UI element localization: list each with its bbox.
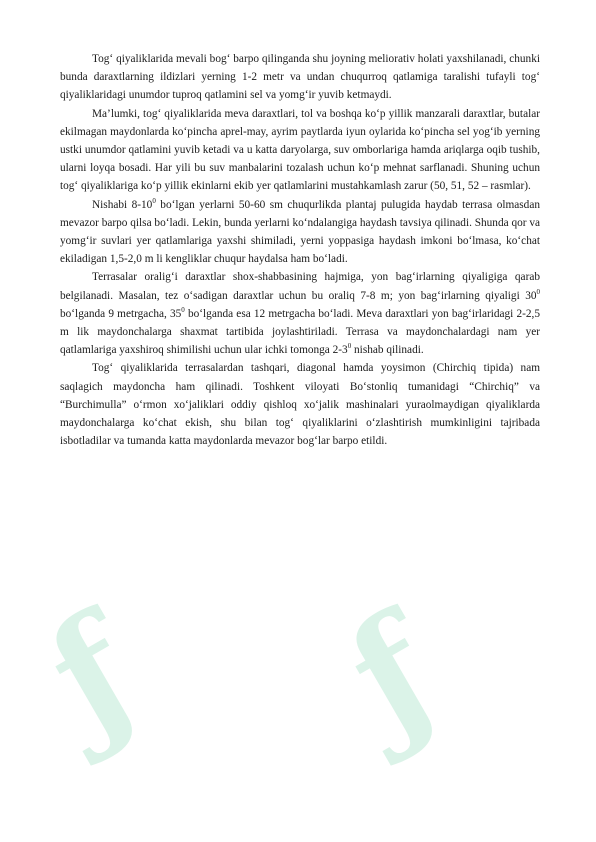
text-run: bo‘lganda 9 metrgacha, 35 (60, 307, 182, 320)
paragraph (60, 196, 540, 269)
text-run: bo‘lganda esa 12 metrgacha bo‘ladi. Meva daraxtlari yon bag‘irlaridagi 2-2,5 m lik maydonchalarga shaxmat tartibida joylashtiriladi. Terrasa va maydonchalardagi nam yer qatlamlariga yaxshiroq shimilishi uchun ular ichki tomonga 2-3 (60, 307, 541, 357)
paragraph: Tog‘ qiyaliklarida terrasalardan tashqari, diagonal hamda yoysimon (Chirchiq tipida) nam saqlagich maydoncha ham qilinadi. Toshkent viloyati Bo‘stonliq tumanidagi “Chirchiq” va “Burchimulla” o‘rmon xo‘jaliklari oddiy qishloq xo‘jalik mashinalari yuraolmaydigan qiyaliklarda maydonchalarga ko‘chat ekish, shu bilan tog‘ qiyaliklarini o‘zlashtirish mumkinligini tajribada isbotladilar va tumanda katta maydonlarda mevazor bog‘lar barpo etildi. (60, 362, 540, 448)
text-run: nishab qilinadi. (351, 344, 424, 357)
degree-superscript: 0 (152, 196, 156, 205)
watermark-logo: ƒ (20, 582, 165, 768)
text-run: Nishabi 8-10 (92, 198, 153, 211)
text-run: bo‘lgan yerlarni 50-60 sm chuqurlikda plantaj pulugida haydab terrasa olmasdan mevazor barpo qilsa bo‘ladi. Lekin, bunda yerlarni ko‘ndalangiga haydash tavsiya qilinadi. Shunda qor va yomg‘ir suvlari yer qatlamlariga yaxshi shimiladi, yerni yoppasiga haydash imkoni bo‘lmasa, ko‘chat ekiladigan 1,5-2,0 m li kengliklar chuqur haydalsa ham bo‘ladi. (60, 198, 540, 266)
paragraph: Ma’lumki, tog‘ qiyaliklarida meva daraxtlari, tol va boshqa ko‘p yillik manzarali daraxtlar, butalar ekilmagan maydonlarda ko‘pincha aprel-may, ayrim paytlarda iyun oylarida ko‘pincha sel yog‘ib yerning ustki unumdor qatlamini yuvib ketadi va u katta daryolarga, suv omborlariga hamda ariqlarga oqib tushib, ularni loyqa bosadi. Har yili bu suv manbalarini tozalash uchun ko‘p mehnat sarflanadi. Shuning uchun tog‘ qiyaliklariga ko‘p yillik ekinlarni ekib yer qatlamlarini mustahkamlash zarur (50, 51, 52 – rasmlar). (60, 107, 540, 193)
degree-superscript: 0 (347, 342, 352, 351)
degree-superscript: 0 (536, 287, 540, 296)
paragraph: Tog‘ qiyaliklarida mevali bog‘ barpo qilinganda shu joyning meliorativ holati yaxshilanadi, chunki bunda daraxtlarning ildizlari yerning 1-2 metr va undan chuqurroq qatlamiga taralishi tufayli tog‘ qiyaliklaridagi unumdor tuproq qatlamini sel va yomg‘ir yuvib ketmaydi. (60, 53, 540, 102)
paragraph (60, 268, 540, 359)
text-run: Terrasalar oralig‘i daraxtlar shox-shabbasining hajmiga, yon bag‘irlarning qiyaligiga qarab belgilanadi. Masalan, tez o‘sadigan daraxtlar uchun bu oraliq 7-8 m; yon bag‘irlarning qiyaligi 30 (60, 271, 540, 302)
watermark-logo: ƒ (320, 582, 465, 768)
document-body (60, 50, 540, 450)
degree-superscript: 0 (181, 306, 185, 315)
